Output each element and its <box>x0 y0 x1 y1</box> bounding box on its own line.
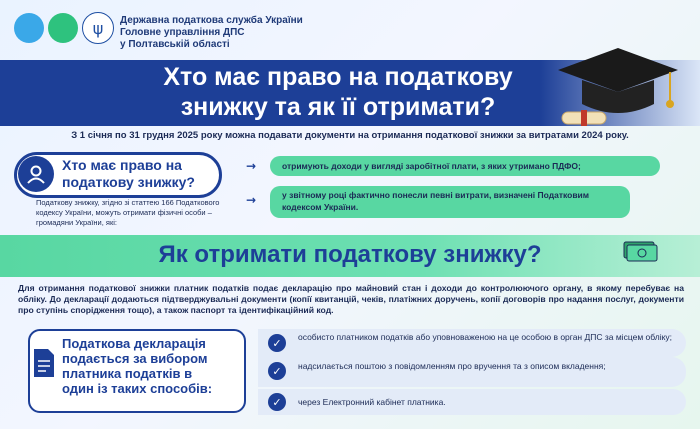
arrow-right-icon: → <box>246 159 257 173</box>
declaration-line-1: Податкова декларація <box>62 336 206 351</box>
declaration-line-3: платника податків в <box>62 366 193 381</box>
condition-item: отримують доходи у вигляді заробітної плати, з яких утримано ПДФО; <box>270 156 660 176</box>
trident-icon: ψ <box>82 12 114 44</box>
graduation-cap-icon <box>548 42 688 137</box>
title-line-1: Хто має право на податкову <box>163 63 513 91</box>
logo-group <box>14 12 114 44</box>
person-icon <box>18 156 54 192</box>
filing-period-text: З 1 січня по 31 грудня 2025 року можна подавати документи на отримання податкової знижки за витратами 2024 року. <box>71 130 629 141</box>
org-line-1: Державна податкова служба України <box>120 15 303 26</box>
who-title <box>62 157 217 191</box>
how-title: Як отримати податкову знижку? <box>158 241 542 268</box>
checkmark-icon: ✓ <box>268 393 286 411</box>
condition-item: у звітному році фактично понесли певні витрати, визначені Податковим кодексом України. <box>270 186 630 218</box>
declaration-line-2: подається за вибором <box>62 351 208 366</box>
option-text: через Електронний кабінет платника. <box>298 397 446 407</box>
who-description: Податкову знижку, згідно зі статтею 166 Податкового кодексу України, можуть отримати фізичні особи – громадяни України, які: <box>36 198 220 227</box>
organization-name <box>120 15 303 51</box>
who-title-line-2: податкову знижку? <box>62 174 195 190</box>
option-text: надсилається поштою з повідомленням про вручення та з описом вкладення; <box>298 361 606 371</box>
how-description: Для отримання податкової знижки платник податків подає декларацію про майновий стан і доходи до контролюючого органу, в якому перебуває на обліку. До декларації додаються підтверджувальні документи (копії квитанцій, чеків, платіжних доручень, копії договорів про надання послуг, документи про ступінь спорідження тощо), а також паспорт та ідентифікаційний код. <box>18 283 684 315</box>
checkmark-icon: ✓ <box>268 334 286 352</box>
declaration-line-4: один із таких способів: <box>62 381 213 396</box>
org-line-2: Головне управління ДПС <box>120 27 245 38</box>
logo-blue-circle <box>14 13 44 43</box>
option-text: особисто платником податків або уповноваженою на це особою в орган ДПС за місцем обліку; <box>298 332 673 342</box>
arrow-right-icon: → <box>246 193 257 207</box>
declaration-text <box>62 336 242 396</box>
money-icon <box>622 238 658 262</box>
logo-green-circle <box>48 13 78 43</box>
who-title-line-1: Хто має право на <box>62 157 182 173</box>
org-line-3: у Полтавській області <box>120 39 230 50</box>
document-icon <box>32 347 56 379</box>
checkmark-icon: ✓ <box>268 362 286 380</box>
page-title <box>108 62 568 122</box>
title-line-2: знижку та як її отримати? <box>180 93 496 121</box>
